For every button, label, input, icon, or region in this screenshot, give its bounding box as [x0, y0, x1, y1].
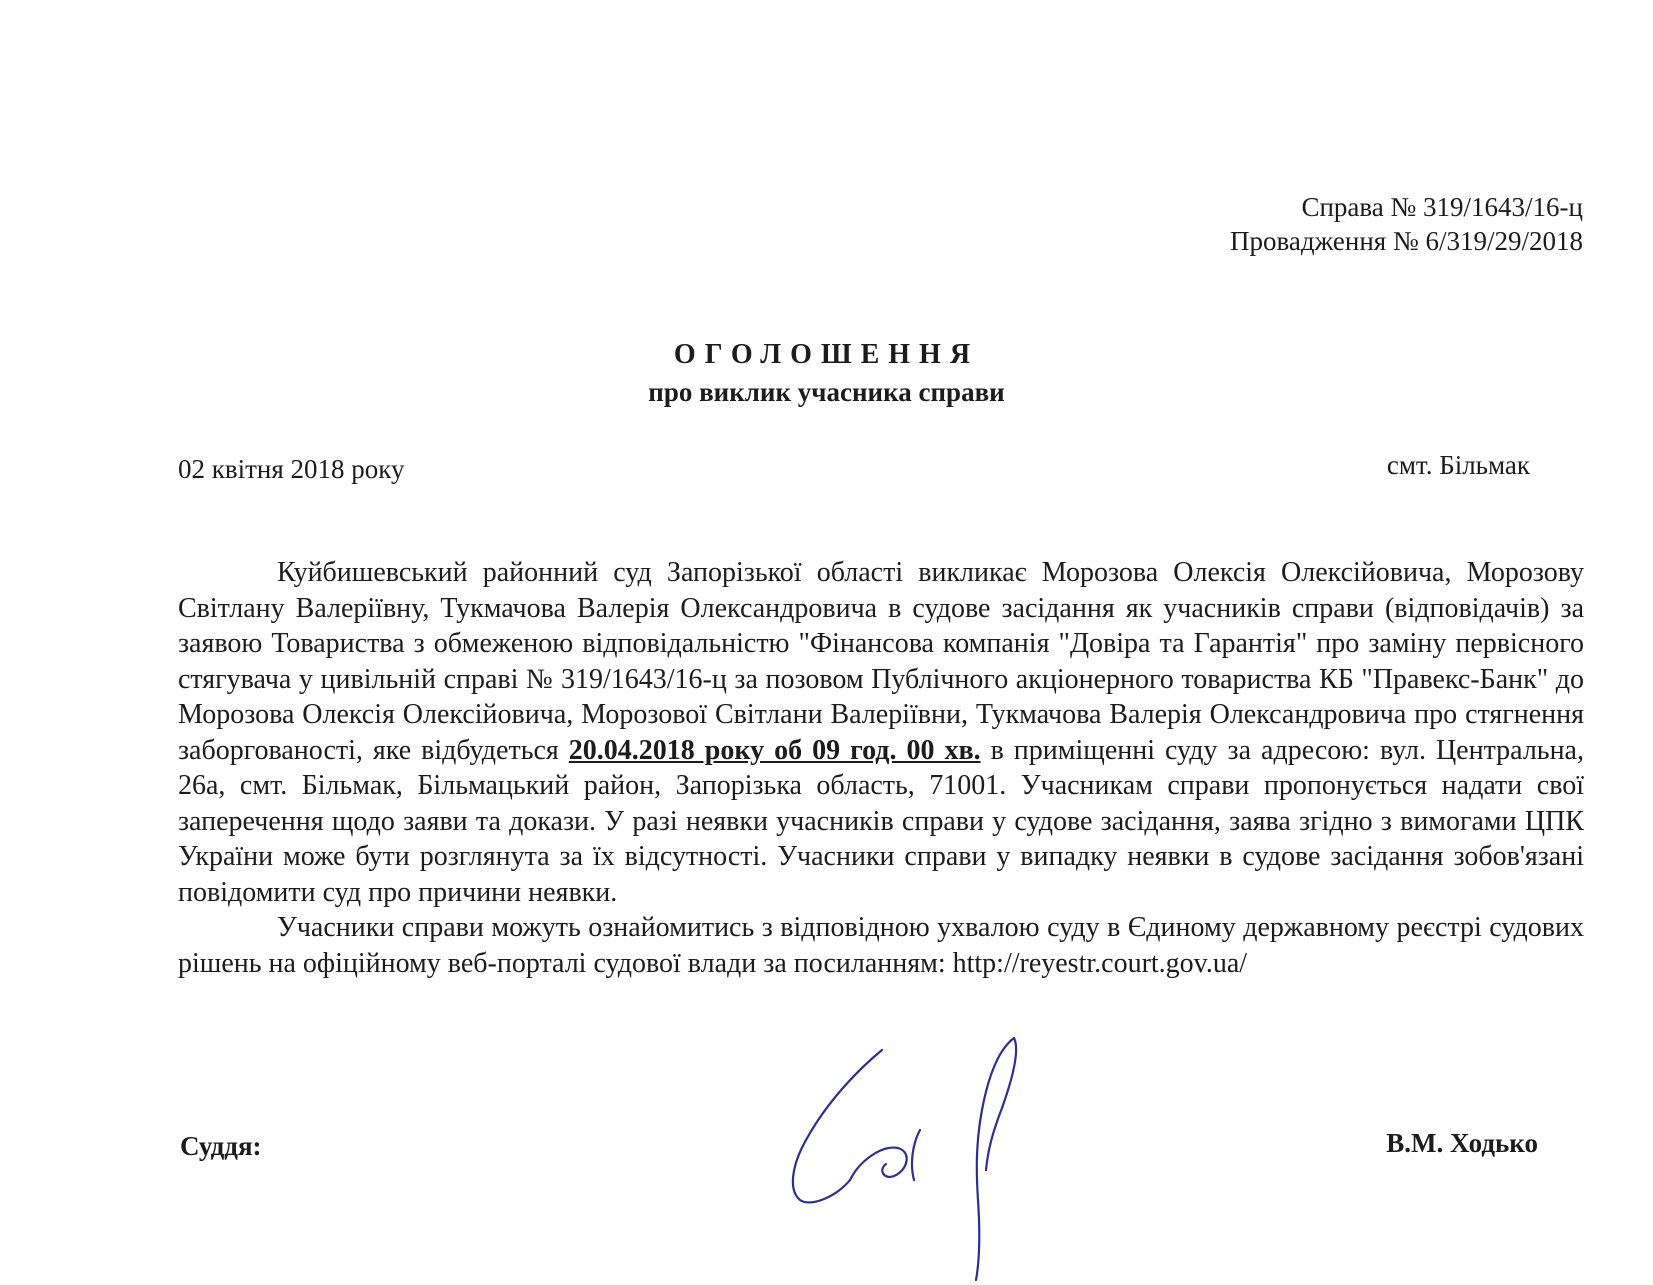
- signature-stroke-2: [850, 1148, 907, 1180]
- paragraph-summons-start: Куйбишевський районний суд Запорізької області викликає Морозова Олексія Олексійовича, Морозову Світлану Валеріївну, Тукмачова Валерія Олександровича в судове засідання як учасників справи (відповідачів) за заявою Товариства з обмеженою відповідальністю "Фінансова компанія "Довіра та Гарантія" про заміну первісного стягувача у цивільній справі № 319/1643/16-ц за позовом Публічного акціонерного товариства КБ "Правекс-Банк" до Морозова Олексія Олексійовича, Морозової Світлани Валеріївни, Тукмачова Валерія Олександровича про стягнення заборгованості, яке відбудеться: [178, 557, 1584, 766]
- document-subtitle: про виклик учасника справи: [648, 377, 1005, 407]
- document-place: смт. Більмак: [1386, 450, 1530, 480]
- signature-stroke-5: [986, 1038, 1016, 1170]
- paragraph-registry: Учасники справи можуть ознайомитись з відповідною ухвалою суду в Єдиному державному реєстрі судових рішень на офіційному веб-порталі судової влади за посиланням: http://reyestr.court.gov.ua/: [178, 912, 1584, 979]
- handwritten-signature: [790, 1030, 1090, 1285]
- judge-label: Суддя:: [180, 1131, 262, 1161]
- proceeding-number: Провадження № 6/319/29/2018: [1230, 226, 1583, 256]
- document-title: ОГОЛОШЕННЯ: [673, 339, 980, 370]
- signature-stroke-1: [793, 1050, 882, 1202]
- judge-name: В.М. Ходько: [1386, 1128, 1538, 1158]
- signature-stroke-3: [912, 1130, 920, 1180]
- case-reference-block: [1230, 190, 1583, 258]
- case-number: Справа № 319/1643/16-ц: [1301, 192, 1583, 222]
- paragraph-summons-end: в приміщенні суду за адресою: вул. Центральна, 26а, смт. Більмак, Більмацький район, Запорізька область, 71001. Учасникам справи пропонується надати свої заперечення щодо заяви та докази. У разі неявки учасників справи у судове засідання, заява згідно з вимогами ЦПК України може бути розглянута за їх відсутності. Учасники справи у випадку неявки в судове засідання зобов'язані повідомити суд про причини неявки.: [178, 734, 1584, 908]
- document-body: [178, 555, 1584, 981]
- hearing-datetime: 20.04.2018 року об 09 год. 00 хв.: [568, 734, 981, 766]
- document-date: 02 квітня 2018 року: [178, 454, 405, 484]
- signature-stroke-4: [976, 1038, 1014, 1280]
- paragraph-summons: [178, 555, 1584, 910]
